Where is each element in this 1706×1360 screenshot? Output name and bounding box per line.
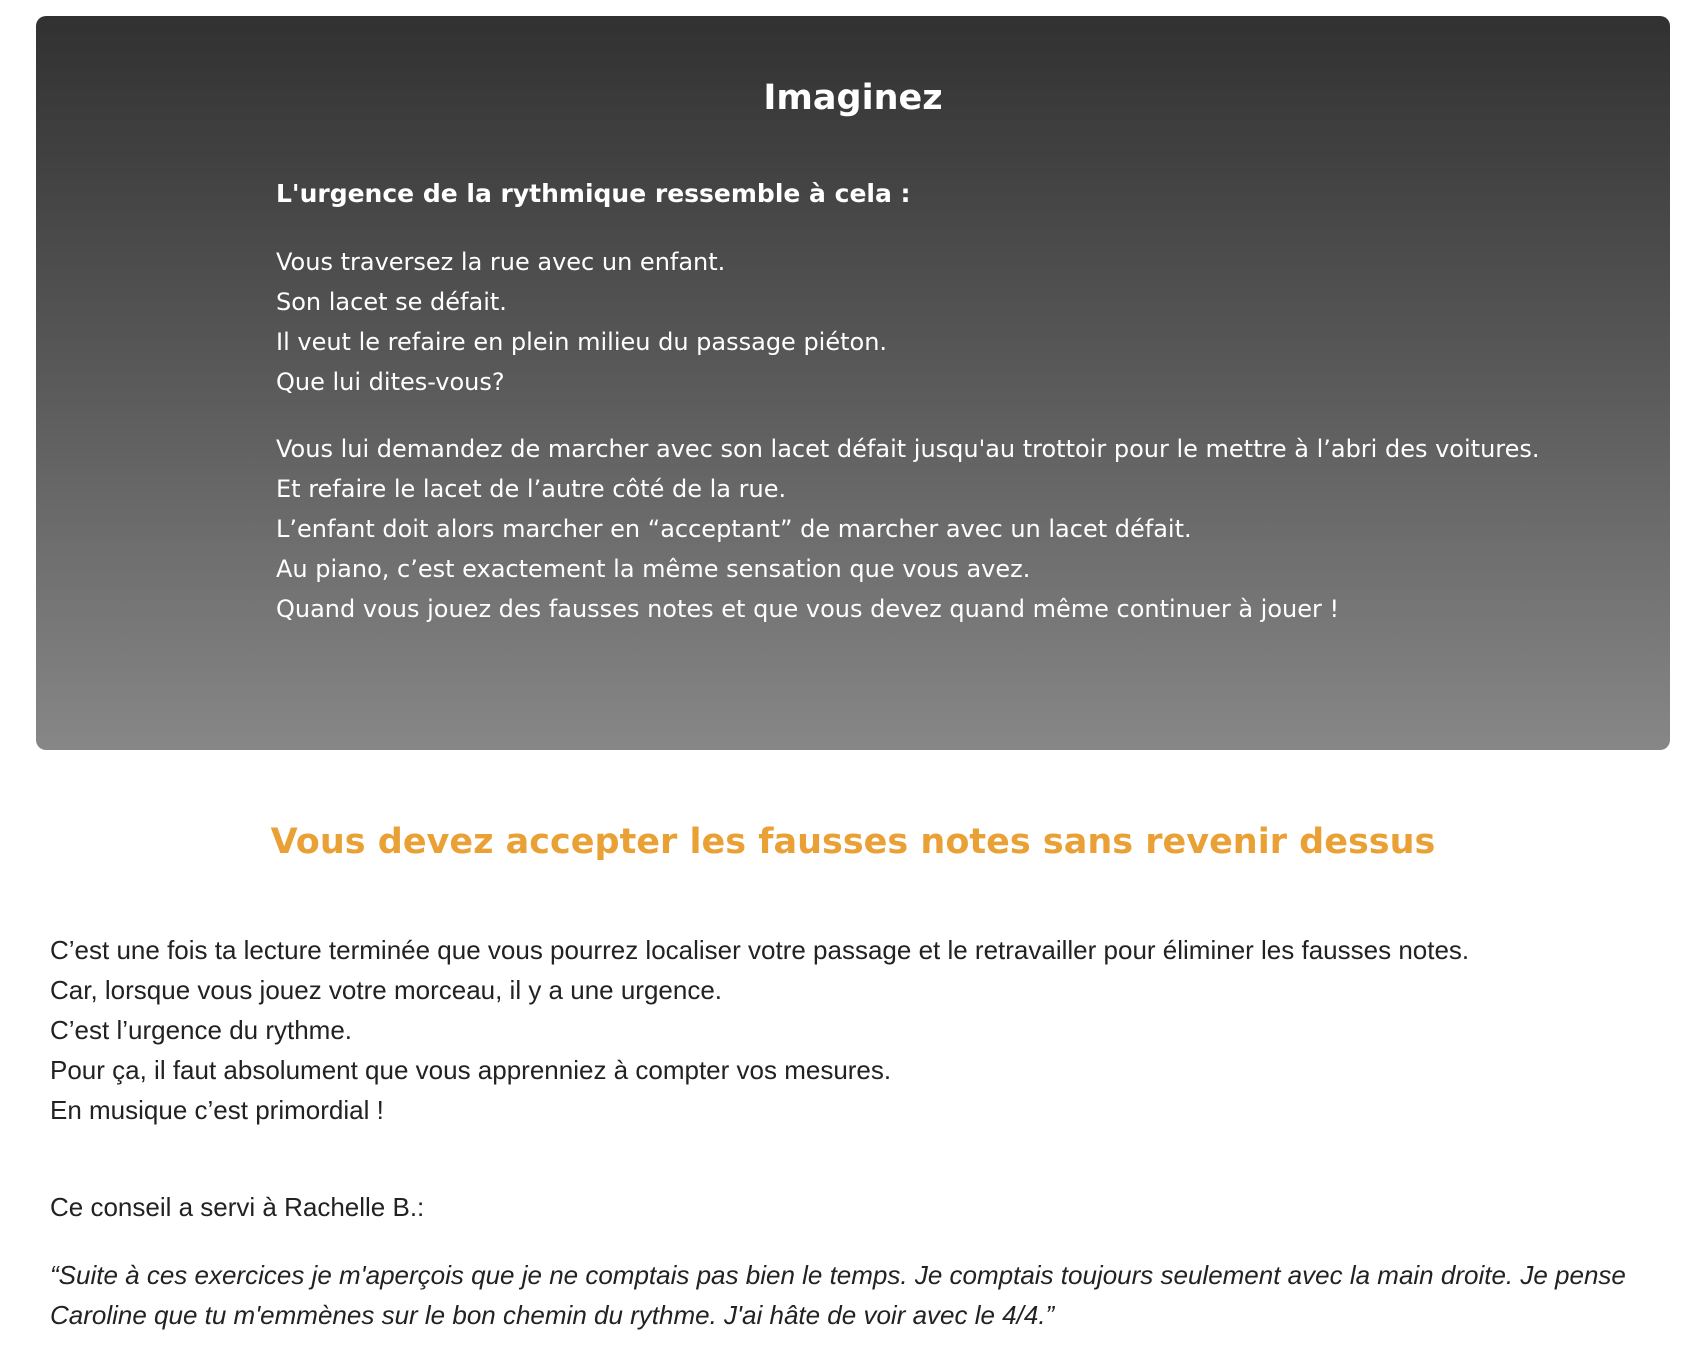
testimonial-intro: Ce conseil a servi à Rachelle B.:	[50, 1192, 425, 1222]
article-line: Pour ça, il faut absolument que vous apprenniez à compter vos mesures.	[50, 1055, 892, 1085]
callout-line: L’enfant doit alors marcher en “acceptant” de marcher avec un lacet défait.	[276, 515, 1192, 543]
section-heading: Vous devez accepter les fausses notes sans revenir dessus	[270, 822, 1436, 862]
article-line: En musique c’est primordial !	[50, 1095, 384, 1125]
callout-line: Il veut le refaire en plein milieu du passage piéton.	[276, 328, 888, 356]
imaginez-callout-box	[36, 16, 1670, 750]
callout-body	[276, 174, 1646, 629]
callout-title: Imaginez	[763, 78, 943, 118]
callout-line: Quand vous jouez des fausses notes et que vous devez quand même continuer à jouer !	[276, 595, 1340, 623]
article-line: Car, lorsque vous jouez votre morceau, il y a une urgence.	[50, 975, 723, 1005]
article-line: C’est l’urgence du rythme.	[50, 1015, 353, 1045]
callout-line: Au piano, c’est exactement la même sensation que vous avez.	[276, 555, 1031, 583]
article-paragraph	[50, 930, 1670, 1130]
testimonial-quote: “Suite à ces exercices je m'aperçois que je ne comptais pas bien le temps. Je comptais toujours seulement avec la main droite. Je pense Caroline que tu m'emmènes sur le bon chemin du rythme. J'ai hâte de voir avec le 4/4.”	[50, 1260, 1626, 1330]
callout-lead: L'urgence de la rythmique ressemble à cela :	[276, 179, 911, 208]
article-body	[50, 930, 1670, 1335]
callout-line: Que lui dites-vous?	[276, 368, 505, 396]
callout-line: Vous lui demandez de marcher avec son lacet défait jusqu'au trottoir pour le mettre à l’abri des voitures.	[276, 435, 1540, 463]
callout-line: Et refaire le lacet de l’autre côté de la rue.	[276, 475, 787, 503]
callout-line: Son lacet se défait.	[276, 288, 507, 316]
callout-paragraph-1	[276, 242, 1646, 402]
article-line: C’est une fois ta lecture terminée que vous pourrez localiser votre passage et le retravailler pour éliminer les fausses notes.	[50, 935, 1470, 965]
callout-line: Vous traversez la rue avec un enfant.	[276, 248, 726, 276]
callout-paragraph-2	[276, 429, 1646, 629]
